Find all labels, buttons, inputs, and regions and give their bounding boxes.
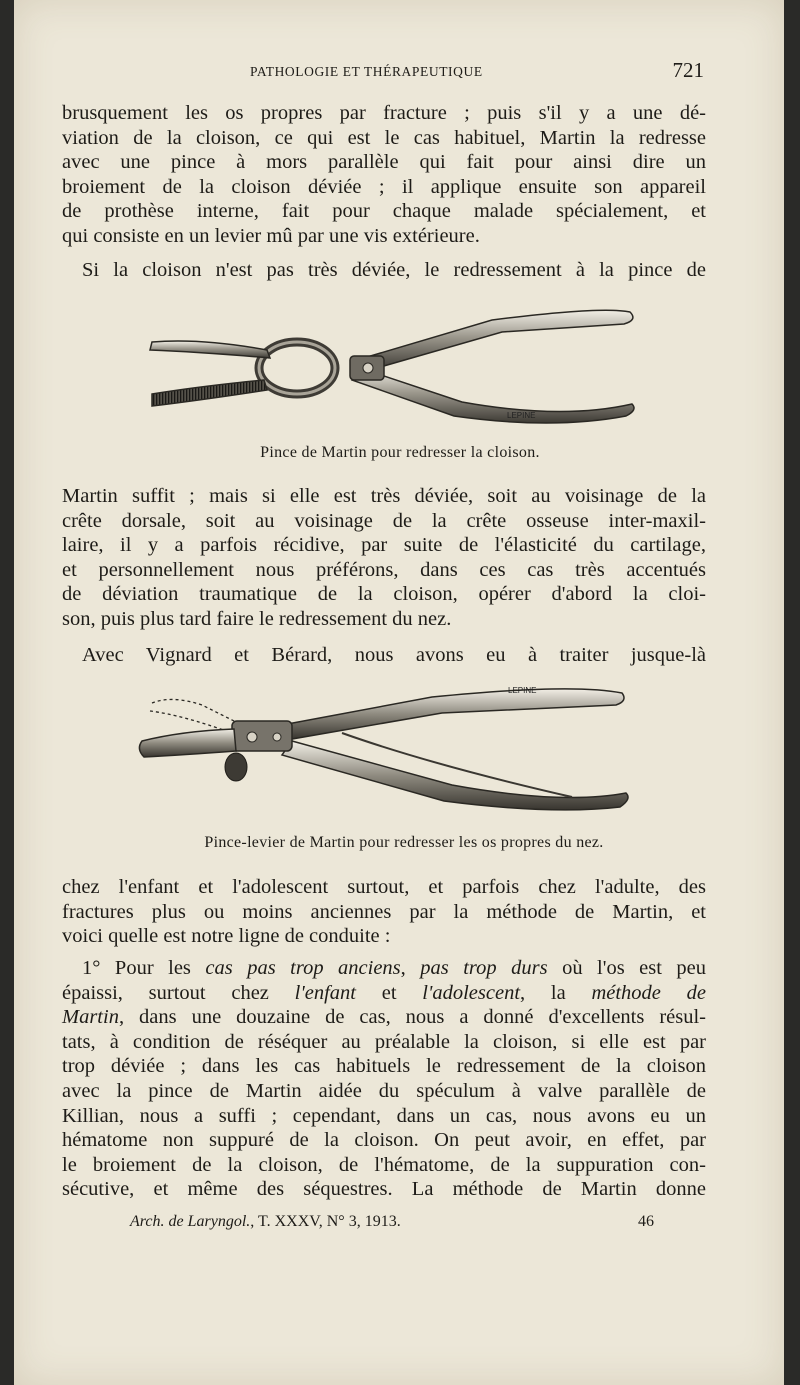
figure-lever-forceps-illustration	[132, 675, 642, 825]
engraver-mark: LEPINE	[508, 686, 537, 695]
text-line: Killian, nous a suffi ; cependant, dans un cas, nous avons eu un	[62, 1104, 706, 1127]
text-line: épaissi, surtout chez l'enfant et l'adolescent, la méthode de	[62, 981, 706, 1004]
figure-2-caption: Pince-levier de Martin pour redresser les os propres du nez.	[204, 834, 604, 851]
paragraph-3	[62, 484, 706, 632]
text-line: Martin suffit ; mais si elle est très déviée, soit au voisinage de la	[62, 485, 706, 507]
text-line: crête dorsale, soit au voisinage de la crête osseuse inter-maxil-	[62, 509, 706, 532]
figure-forceps-illustration	[132, 298, 642, 438]
text-line: sécutive, et même des séquestres. La méthode de Martin donne	[62, 1178, 706, 1201]
paragraph-5	[62, 875, 706, 949]
page-number: 721	[672, 58, 704, 82]
text-line: Martin, dans une douzaine de cas, nous a donné d'excellents résul-	[62, 1006, 706, 1029]
paragraph-6	[62, 956, 706, 1202]
text-line: laire, il y a parfois récidive, par suite de l'élasticité du cartilage,	[62, 534, 706, 557]
text-line: trop déviée ; dans les cas habituels le redressement de la cloison	[62, 1055, 706, 1078]
text-line: voici quelle est notre ligne de conduite :	[62, 925, 391, 948]
text-line: hématome non suppuré de la cloison. On peut avoir, en effet, par	[62, 1129, 706, 1152]
text-line: brusquement les os propres par fracture ; puis s'il y a une dé-	[62, 102, 706, 124]
figure-1-caption: Pince de Martin pour redresser la cloison.	[260, 444, 540, 461]
text-line: fractures plus ou moins anciennes par la méthode de Martin, et	[62, 900, 706, 923]
page-header	[64, 58, 712, 84]
text-line: tats, à condition de réséquer au préalable la cloison, si elle est par	[62, 1030, 706, 1053]
text-line: Avec Vignard et Bérard, nous avons eu à traiter jusque-là	[82, 644, 706, 666]
page-footer	[130, 1213, 670, 1231]
engraver-mark: LEPINE	[507, 411, 536, 420]
journal-details: , T. XXXV, N° 3, 1913.	[250, 1213, 401, 1230]
text-line: avec la pince de Martin aidée du spéculum à valve parallèle de	[62, 1079, 706, 1102]
running-head: PATHOLOGIE ET THÉRAPEUTIQUE	[250, 64, 483, 79]
text-line: de prothèse interne, fait pour chaque malade spécialement, et	[62, 200, 706, 223]
text-line: 1° Pour les cas pas trop anciens, pas trop durs où l'os est peu	[82, 957, 706, 979]
paragraph-2	[62, 258, 706, 283]
paragraph-4	[62, 643, 706, 668]
signature-number: 46	[638, 1213, 654, 1230]
journal-title: Arch. de Laryngol.	[130, 1213, 251, 1230]
forceps-engraving	[132, 298, 642, 438]
text-line: qui consiste en un levier mû par une vis extérieure.	[62, 224, 480, 247]
text-line: viation de la cloison, ce qui est le cas habituel, Martin la redresse	[62, 126, 706, 149]
text-line: son, puis plus tard faire le redressement du nez.	[62, 607, 452, 630]
lever-forceps-engraving	[132, 675, 642, 825]
text-line: avec une pince à mors parallèle qui fait pour ainsi dire un	[62, 151, 706, 174]
text-line: chez l'enfant et l'adolescent surtout, et parfois chez l'adulte, des	[62, 876, 706, 898]
text-line: le broiement de la cloison, de l'hématome, de la suppuration con-	[62, 1153, 706, 1176]
text-line: et personnellement nous préférons, dans ces cas très accentués	[62, 558, 706, 581]
book-page	[14, 0, 784, 1385]
text-line: broiement de la cloison déviée ; il applique ensuite son appareil	[62, 175, 706, 198]
paragraph-1	[62, 101, 706, 249]
text-line: Si la cloison n'est pas très déviée, le redressement à la pince de	[82, 259, 706, 281]
text-line: de déviation traumatique de la cloison, opérer d'abord la cloi-	[62, 583, 706, 606]
